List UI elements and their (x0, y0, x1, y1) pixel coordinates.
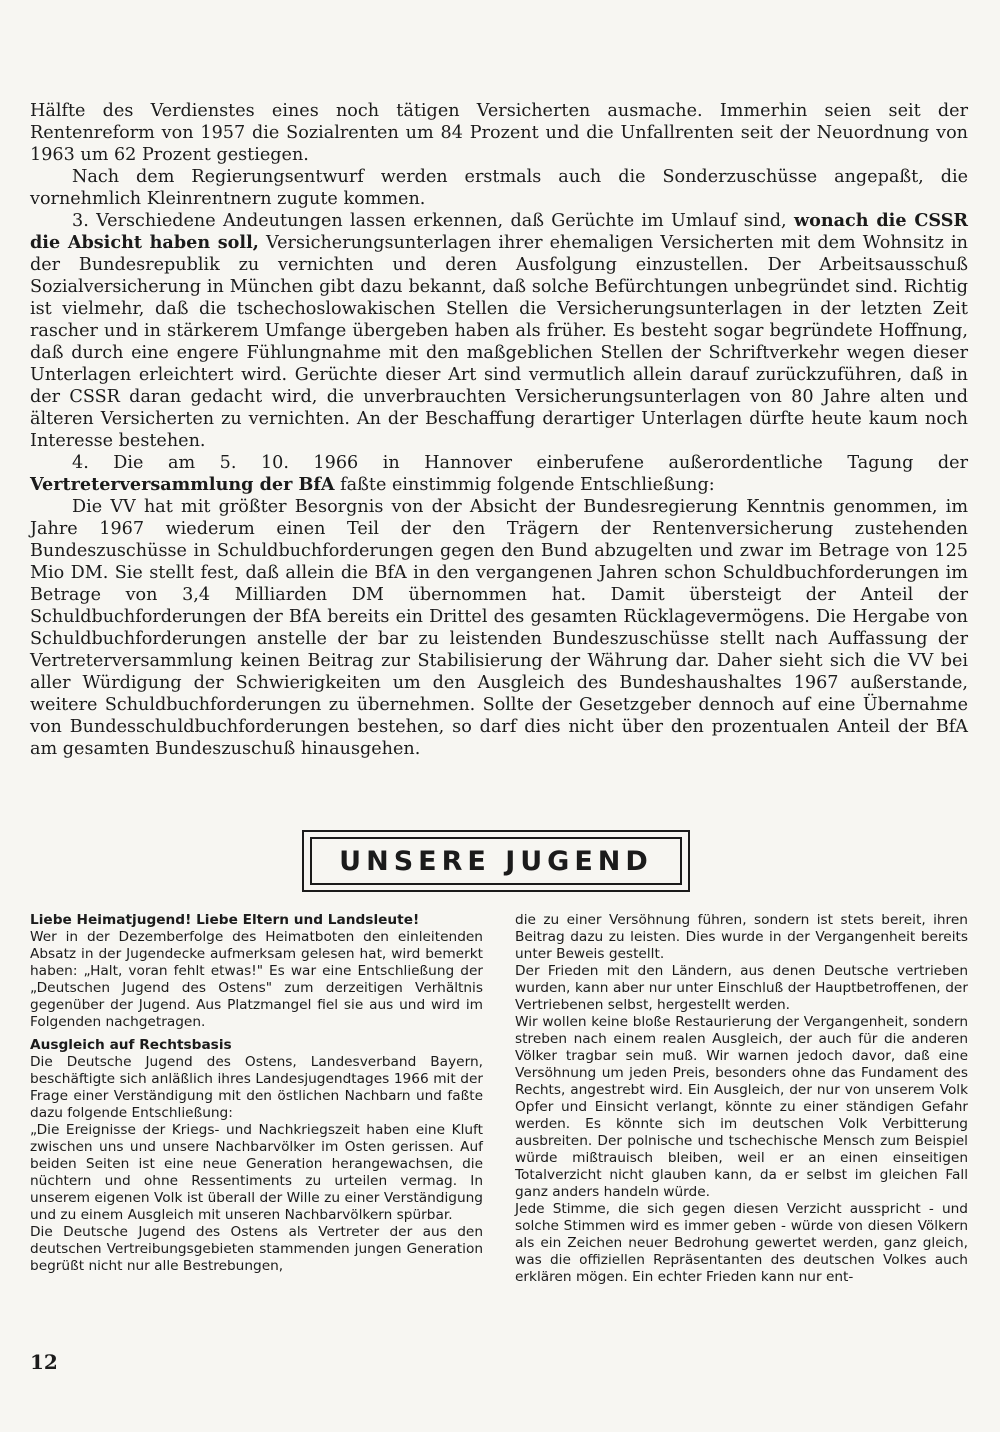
resolution-paragraph: Die VV hat mit größter Besorgnis von der Absicht der Bundesregierung Kenntnis genommen, im Jahre 1967 wiederum einen Teil der den Trägern der Rentenversicherung zustehenden Bundeszuschüsse in Schuldbuchforderungen gegen den Bund abzugelten und zwar im Betrage von 125 Mio DM. Sie stellt fest, daß allein die BfA in den vergangenen Jahren schon Schuldbuchforderungen im Betrage von 3,4 Milliarden DM übernommen hat. Damit übersteigt der Anteil der Schuldbuchforderungen der BfA bereits ein Drittel des gesamten Rücklagevermögens. Die Hergabe von Schuldbuchforderungen anstelle der bar zu leistenden Bundeszuschüsse stellt nach Auffassung der Vertreterversammlung keinen Beitrag zur Stabilisierung der Währung dar. Daher sieht sich die VV bei aller Würdigung der Schwierigkeiten um den Ausgleich des Bundeshaushaltes 1967 außerstande, weitere Schuldbuchforderungen zu übernehmen. Sollte der Gesetzgeber dennoch auf eine Übernahme von Bundesschuldbuchforderungen bestehen, so darf dies nicht über den prozentualen Anteil der BfA am gesamten Bundeszuschuß hinausgehen. (30, 497, 968, 759)
column-heading: Ausgleich auf Rechtsbasis (30, 1037, 232, 1053)
paragraph: Die Deutsche Jugend des Ostens als Vertreter der aus den deutschen Vertreibungsgebieten stammenden jungen Generation begrüßt nicht nur alle Bestrebungen, (30, 1224, 483, 1274)
page-number: 12 (30, 1350, 58, 1374)
section-title-box (302, 830, 690, 892)
section-title: UNSERE JUGEND (310, 837, 682, 885)
paragraph: Wer in der Dezemberfolge des Heimatboten den einleitenden Absatz in der Jugendecke aufmerksam gelesen hat, wird bemerkt haben: „Halt, voran fehlt etwas!" Es war eine Entschließung der „Deutschen Jugend des Ostens" zum derzeitigen Verhältnis gegenüber der Jugend. Aus Platzmangel fiel sie aus und wird im Folgenden nachgetragen. (30, 929, 483, 1030)
column-heading: Liebe Heimatjugend! Liebe Eltern und Landsleute! (30, 912, 420, 928)
paragraph: Hälfte des Verdienstes eines noch tätigen Versicherten ausmache. Immerhin seien seit der Rentenreform von 1957 die Sozialrenten um 84 Prozent und die Unfallrenten seit der Neuordnung von 1963 um 62 Prozent gestiegen. (30, 101, 968, 165)
paragraph: 3. Verschiedene Andeutungen lassen erkennen, daß Gerüchte im Umlauf sind, wonach die CSSR die Absicht haben soll, Versicherungsunterlagen ihrer ehemaligen Versicherten mit dem Wohnsitz in der Bundesrepublik zu vernichten und deren Ausfolgung einzustellen. Der Arbeitsausschuß Sozialversicherung in München gibt dazu bekannt, daß solche Befürchtungen unbegründet sind. Richtig ist vielmehr, daß die tschechoslowakischen Stellen die Versicherungsunterlagen in der letzten Zeit rascher und in stärkerem Umfange übergeben haben als früher. Es besteht sogar begründete Hoffnung, daß durch eine engere Fühlungnahme mit den maßgeblichen Stellen der Schriftverkehr wegen dieser Unterlagen erleichtert wird. Gerüchte dieser Art sind vermutlich allein darauf zurückzuführen, daß in der CSSR daran gedacht wird, die unverbrauchten Versicherungsunterlagen von 80 Jahre alten und älteren Versicherten zu vernichten. An der Beschaffung derartiger Unterlagen dürfte heute kaum noch Interesse bestehen. (30, 210, 969, 451)
paragraph: Der Frieden mit den Ländern, aus denen Deutsche vertrieben wurden, kann aber nur unter Einschluß der Hauptbetroffenen, der Vertriebenen selbst, hergestellt werden. (515, 963, 968, 1013)
paragraph: Jede Stimme, die sich gegen diesen Verzicht ausspricht - und solche Stimmen wird es immer geben - würde von diesen Völkern als ein Zeichen neuer Bedrohung gewertet werden, ganz gleich, was die offiziellen Repräsentanten des deutschen Volkes auch erklären mögen. Ein echter Frieden kann nur ent- (515, 1201, 968, 1285)
paragraph: Nach dem Regierungsentwurf werden erstmals auch die Sonderzuschüsse angepaßt, die vornehmlich Kleinrentnern zugute kommen. (30, 167, 968, 209)
paragraph: „Die Ereignisse der Kriegs- und Nachkriegszeit haben eine Kluft zwischen uns und unsere Nachbarvölker im Osten gerissen. Auf beiden Seiten ist eine neue Generation herangewachsen, die nüchtern und ohne Ressentiments zu urteilen vermag. In unserem eigenen Volk ist überall der Wille zu einer Verständigung und zu einem Ausgleich mit unseren Nachbarvölkern spürbar. (30, 1122, 483, 1223)
paragraph: die zu einer Versöhnung führen, sondern ist stets bereit, ihren Beitrag dazu zu leisten. Dies wurde in der Vergangenheit bereits unter Beweis gestellt. (515, 912, 968, 962)
paragraph: Wir wollen keine bloße Restaurierung der Vergangenheit, sondern streben nach einem realen Ausgleich, der auch für die anderen Völker tragbar sein muß. Wir warnen jedoch davor, daß eine Versöhnung um jeden Preis, besonders ohne das Fundament des Rechts, angestrebt wird. Ein Ausgleich, der nur von unserem Volk Opfer und Einsicht verlangt, könnte zu einer ständigen Gefahr werden. Es könnte sich im deutschen Volk Verbitterung ausbreiten. Der polnische und tschechische Mensch zum Beispiel würde mißtrauisch bleiben, weil er an einen einseitigen Totalverzicht nicht glauben kann, da er selbst im gleichen Fall ganz anders handeln würde. (515, 1014, 968, 1200)
article-continuation (30, 100, 968, 760)
paragraph: Die Deutsche Jugend des Ostens, Landesverband Bayern, beschäftigte sich anläßlich ihres Landesjugendtages 1966 mit der Frage einer Verständigung mit den östlichen Nachbarn und faßte dazu folgende Entschließung: (30, 1054, 483, 1121)
paragraph: 4. Die am 5. 10. 1966 in Hannover einberufene außerordentliche Tagung der Vertreterversammlung der BfA faßte einstimmig folgende Entschließung: (30, 453, 968, 495)
left-column (30, 912, 483, 1275)
bold-text: wonach die CSSR die Absicht haben soll, (30, 210, 969, 253)
bold-text: Vertreterversammlung der BfA (30, 474, 335, 495)
right-column (515, 912, 968, 1286)
